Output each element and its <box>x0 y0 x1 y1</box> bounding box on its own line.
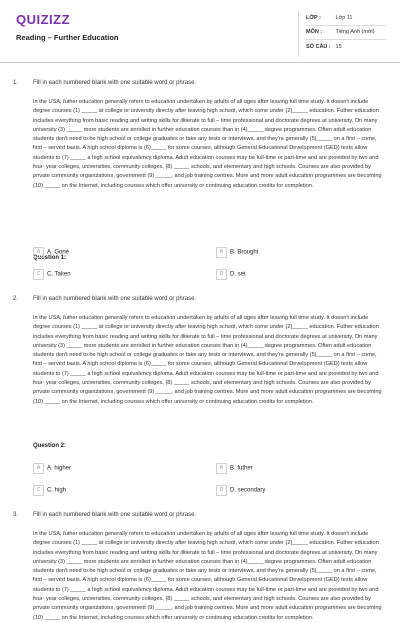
answer-option-a[interactable] <box>33 247 69 258</box>
answer-option-b[interactable] <box>216 247 258 258</box>
question-instruction: Fill in each numbered blank with one suitable word or phrase. <box>33 512 197 518</box>
answer-option-b[interactable] <box>216 463 253 474</box>
subject-label: MÔN : <box>306 29 323 35</box>
answer-option-c[interactable] <box>33 485 66 496</box>
reading-passage: In the USA, futher education generally refers to education undertaken by adults of all ages after leaving full time study. It doesn't include degree courses (1) _____ at college or university directly after leaving high school, which come under (2)_____ education. Futher education includes everything from basic reading and writing skills for illiterate to full – time professional and doctorate degrees at university. On many university (3) _____ more students are enrolled in further education courses than in (4)_____ degree programmes. Often adult education students don't need to be high school or college graduates or take any tests or interviews, and they're generally (5)_____ on a first – come, first – served basis. A high school diploma is (6)_____ for some courses, although General Educational Development (GED) tests allow students to (7) _____ a high school equivalency diploma. Adult education courses may be full-time or part-time and are provided by two and four- year colleges, universities, community colleges, (8) _____ schools, and elementary and high schools. Courses are also provided by private community organizations, government (9) _____, and job training centres. More and more adult education programmes are becoming (10) _____ on the Internet, including courses which offer university or continuing education credits for completion. <box>33 315 382 405</box>
question-number: 3. <box>13 512 19 518</box>
option-letter-box: C <box>33 485 44 496</box>
question-number: 2. <box>13 296 19 302</box>
class-label: LỚP : <box>306 15 321 21</box>
reading-passage: In the USA, futher education generally refers to education undertaken by adults of all ages after leaving full time study. It doesn't include degree courses (1) _____ at college or university directly after leaving high school, which come under (2)_____ education. Futher education includes everything from basic reading and writing skills for illiterate to full – time professional and doctorate degrees at university. On many university (3) _____ more students are enrolled in further education courses than in (4)_____ degree programmes. Often adult education students don't need to be high school or college graduates or take any tests or interviews, and they're generally (5)_____ on a first – come, first – served basis. A high school diploma is (6)_____ for some courses, although General Educational Development (GED) tests allow students to (7) _____ a high school equivalency diploma. Adult education courses may be full-time or part-time and are provided by two and four- year colleges, universities, community colleges, (8) _____ schools, and elementary and high schools. Courses are also provided by private community organizations, government (9) _____, and job training centres. More and more adult education programmes are becoming (10) _____ on the Internet, including courses which offer university or continuing education credits for completion. <box>33 99 382 189</box>
question-label: Question 2: <box>33 443 67 449</box>
reading-passage: In the USA, futher education generally refers to education undertaken by adults of all ages after leaving full time study. It doesn't include degree courses (1) _____ at college or university directly after leaving high school, which come under (2)_____ education. Futher education includes everything from basic reading and writing skills for illiterate to full – time professional and doctorate degrees at university. On many university (3) _____ more students are enrolled in further education courses than in (4)_____ degree programmes. Often adult education students don't need to be high school or college graduates or take any tests or interviews, and they're generally (5)_____ on a first – come, first – served basis. A high school diploma is (6)_____ for some courses, although General Educational Development (GED) tests allow students to (7) _____ a high school equivalency diploma. Adult education courses may be full-time or part-time and are provided by two and four- year colleges, universities, community colleges, (8) _____ schools, and elementary and high schools. Courses are also provided by private community organizations, government (9) _____, and job training centres. More and more adult education programmes are becoming (10) _____ on the Internet, including courses which offer university or continuing education credits for completion. <box>33 531 382 621</box>
header-divider <box>298 12 299 57</box>
option-letter-box: D <box>216 269 227 280</box>
option-text: A. Gone <box>47 249 70 256</box>
field-divider <box>306 39 386 40</box>
question-instruction: Fill in each numbered blank with one suitable word or phrase. <box>33 80 197 86</box>
header-rule <box>0 62 400 63</box>
option-letter-box: C <box>33 269 44 280</box>
subject-field <box>306 29 375 35</box>
option-text: C. high <box>47 487 67 494</box>
option-letter-box: B <box>216 463 227 474</box>
count-field <box>306 44 342 50</box>
question-instruction: Fill in each numbered blank with one suitable word or phrase. <box>33 296 197 302</box>
option-text: B. Brought <box>230 249 259 256</box>
field-divider <box>306 25 386 26</box>
class-value: Lớp 11 <box>335 15 353 21</box>
class-field <box>306 15 353 21</box>
answer-option-c[interactable] <box>33 269 71 280</box>
option-text: D. set <box>230 271 246 278</box>
option-text: C. Taken <box>47 271 71 278</box>
page-title: Reading – Further Education <box>16 33 119 42</box>
question-label: Question 1: <box>33 255 67 261</box>
quizizz-logo: QUIZIZZ <box>16 12 71 27</box>
option-text: B. futher <box>230 465 253 472</box>
option-letter-box: A <box>33 463 44 474</box>
option-letter-box: A <box>33 247 44 258</box>
option-text: D. secondary <box>230 487 266 494</box>
option-letter-box: B <box>216 247 227 258</box>
worksheet-header <box>0 0 400 62</box>
option-text: A. higher <box>47 465 72 472</box>
answer-option-a[interactable] <box>33 463 71 474</box>
option-letter-box: D <box>216 485 227 496</box>
count-label: SỐ CÂU : <box>306 44 331 50</box>
count-value: 15 <box>335 44 342 50</box>
question-number: 1. <box>13 80 19 86</box>
answer-option-d[interactable] <box>216 269 246 280</box>
answer-option-d[interactable] <box>216 485 265 496</box>
subject-value: Tiếng Anh (mới) <box>335 29 375 35</box>
